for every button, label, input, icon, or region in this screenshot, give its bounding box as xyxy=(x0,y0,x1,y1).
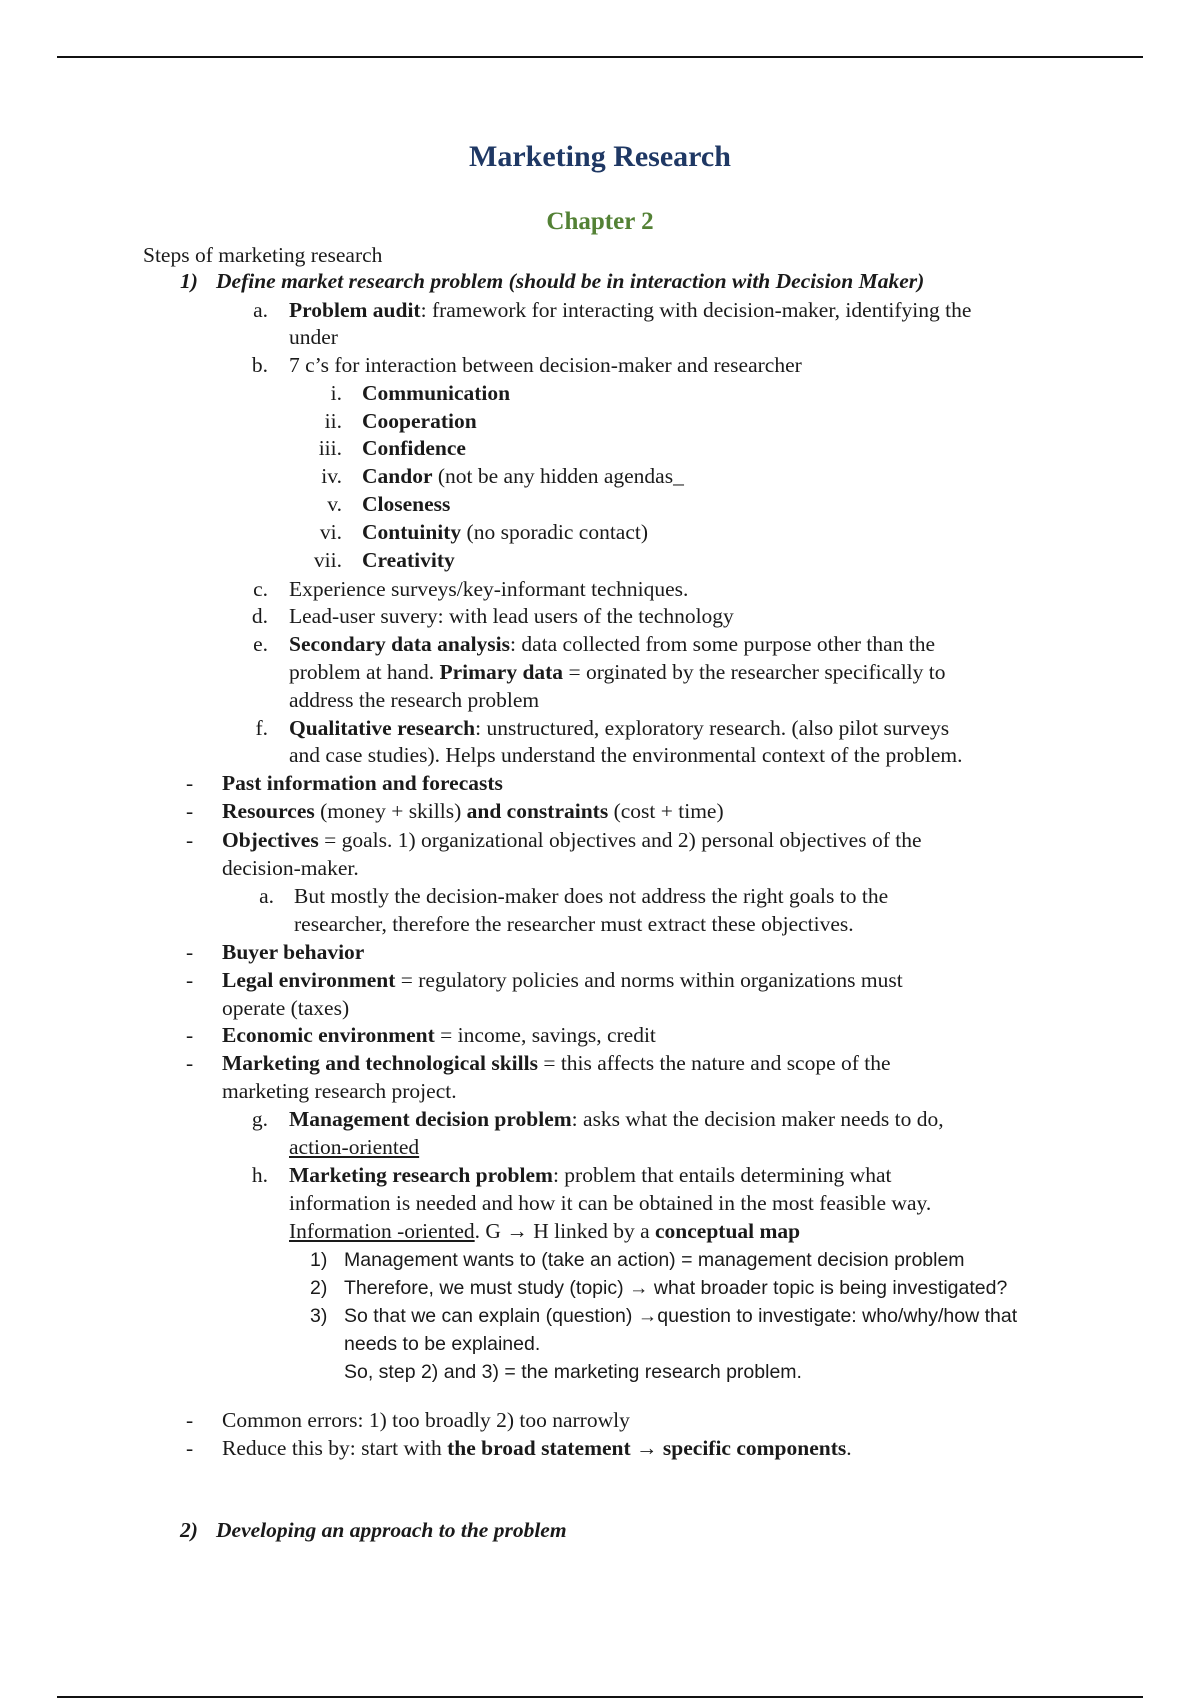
item-h-marker: h. xyxy=(251,1163,268,1187)
step1-heading: Define market research problem (should be in interaction with Decision Maker) xyxy=(216,269,925,293)
common-errors: Common errors: 1) too broadly 2) too narrowly xyxy=(222,1408,630,1432)
item-g-line2: action-oriented xyxy=(289,1135,420,1159)
dash-marker: - xyxy=(186,828,194,852)
item-a-line2: under xyxy=(289,325,338,349)
dash-legal-line1: Legal environment = regulatory policies and norms within organizations must xyxy=(222,968,903,992)
map-step3-line1: So that we can explain (question) →question to investigate: who/why/how that xyxy=(344,1305,1018,1327)
problem-audit-term: Problem audit xyxy=(289,298,421,322)
item-h-line2: information is needed and how it can be obtained in the most feasible way. xyxy=(289,1191,932,1215)
document-title: Marketing Research xyxy=(469,140,731,173)
item-f-marker: f. xyxy=(255,716,268,740)
roman-vi-marker: vi. xyxy=(319,520,342,544)
roman-iv-item: Candor (not be any hidden agendas_ xyxy=(362,464,684,488)
map-step1-marker: 1) xyxy=(310,1249,328,1271)
objectives-sub-line1: But mostly the decision-maker does not address the right goals to the xyxy=(294,884,889,908)
objectives-sub-line2: researcher, therefore the researcher must extract these objectives. xyxy=(294,912,854,936)
map-step2-text: Therefore, we must study (topic) → what broader topic is being investigated? xyxy=(344,1277,1008,1299)
map-step3-line3: So, step 2) and 3) = the marketing research problem. xyxy=(344,1361,802,1383)
roman-ii-marker: ii. xyxy=(324,409,342,433)
dash-marker: - xyxy=(186,1051,194,1075)
roman-v-item: Closeness xyxy=(362,492,451,516)
objectives-sub-marker: a. xyxy=(259,884,274,908)
item-e-line1: Secondary data analysis: data collected from some purpose other than the xyxy=(289,632,936,656)
map-step3-line2: needs to be explained. xyxy=(344,1333,541,1355)
dash-buyer-behavior: Buyer behavior xyxy=(222,940,365,964)
map-step2-marker: 2) xyxy=(310,1277,328,1299)
step1-marker: 1) xyxy=(180,269,198,293)
roman-vi-item: Contuinity (no sporadic contact) xyxy=(362,520,649,544)
item-h-line1: Marketing research problem: problem that entails determining what xyxy=(289,1163,892,1187)
item-a-line1: Problem audit: framework for interacting with decision-maker, identifying the xyxy=(289,298,972,322)
item-c-text: Experience surveys/key-informant techniques. xyxy=(289,577,689,601)
dash-resources: Resources (money + skills) and constraints (cost + time) xyxy=(222,799,724,823)
dash-marker: - xyxy=(186,771,194,795)
item-d-text: Lead-user suvery: with lead users of the technology xyxy=(289,604,734,628)
dash-skills-line1: Marketing and technological skills = this affects the nature and scope of the xyxy=(222,1051,891,1075)
item-a-marker: a. xyxy=(253,298,268,322)
map-step3-marker: 3) xyxy=(310,1305,328,1327)
dash-marker: - xyxy=(186,940,194,964)
top-rule xyxy=(57,56,1143,58)
item-e-line2: problem at hand. Primary data = orginated by the researcher specifically to xyxy=(289,660,946,684)
dash-skills-line2: marketing research project. xyxy=(222,1079,457,1103)
roman-v-marker: v. xyxy=(327,492,342,516)
dash-legal-line2: operate (taxes) xyxy=(222,996,350,1020)
chapter-heading: Chapter 2 xyxy=(546,208,654,235)
reduce-line: Reduce this by: start with the broad statement → specific components. xyxy=(222,1436,852,1460)
roman-iii-marker: iii. xyxy=(318,436,342,460)
dash-objectives-line1: Objectives = goals. 1) organizational objectives and 2) personal objectives of the xyxy=(222,828,922,852)
dash-marker: - xyxy=(186,1023,194,1047)
dash-economic: Economic environment = income, savings, credit xyxy=(222,1023,656,1047)
map-step1-text: Management wants to (take an action) = management decision problem xyxy=(344,1249,965,1271)
step2-marker: 2) xyxy=(180,1518,198,1542)
roman-vii-marker: vii. xyxy=(313,548,342,572)
dash-marker: - xyxy=(186,799,194,823)
step2-heading: Developing an approach to the problem xyxy=(216,1518,567,1542)
item-g-line1: Management decision problem: asks what the decision maker needs to do, xyxy=(289,1107,944,1131)
bottom-rule xyxy=(57,1696,1143,1698)
item-f-line1: Qualitative research: unstructured, exploratory research. (also pilot surveys xyxy=(289,716,950,740)
dash-marker: - xyxy=(186,1408,194,1432)
roman-i-marker: i. xyxy=(330,381,342,405)
item-b-text: 7 c’s for interaction between decision-maker and researcher xyxy=(289,353,802,377)
item-h-line3: Information -oriented. G → H linked by a conceptual map xyxy=(289,1219,801,1243)
item-g-marker: g. xyxy=(251,1107,268,1131)
roman-iii-item: Confidence xyxy=(362,436,466,460)
roman-ii-item: Cooperation xyxy=(362,409,477,433)
item-e-line3: address the research problem xyxy=(289,688,540,712)
item-f-line2: and case studies). Helps understand the environmental context of the problem. xyxy=(289,743,963,767)
dash-objectives-line2: decision-maker. xyxy=(222,856,359,880)
item-d-marker: d. xyxy=(251,604,268,628)
item-b-marker: b. xyxy=(251,353,268,377)
dash-past-info: Past information and forecasts xyxy=(222,771,503,795)
item-c-marker: c. xyxy=(253,577,268,601)
roman-i-item: Communication xyxy=(362,381,511,405)
intro-line: Steps of marketing research xyxy=(143,243,383,267)
arrow-icon: → xyxy=(630,1436,663,1460)
roman-vii-item: Creativity xyxy=(362,548,455,572)
dash-marker: - xyxy=(186,968,194,992)
item-e-marker: e. xyxy=(253,632,268,656)
roman-iv-marker: iv. xyxy=(321,464,342,488)
dash-marker: - xyxy=(186,1436,194,1460)
